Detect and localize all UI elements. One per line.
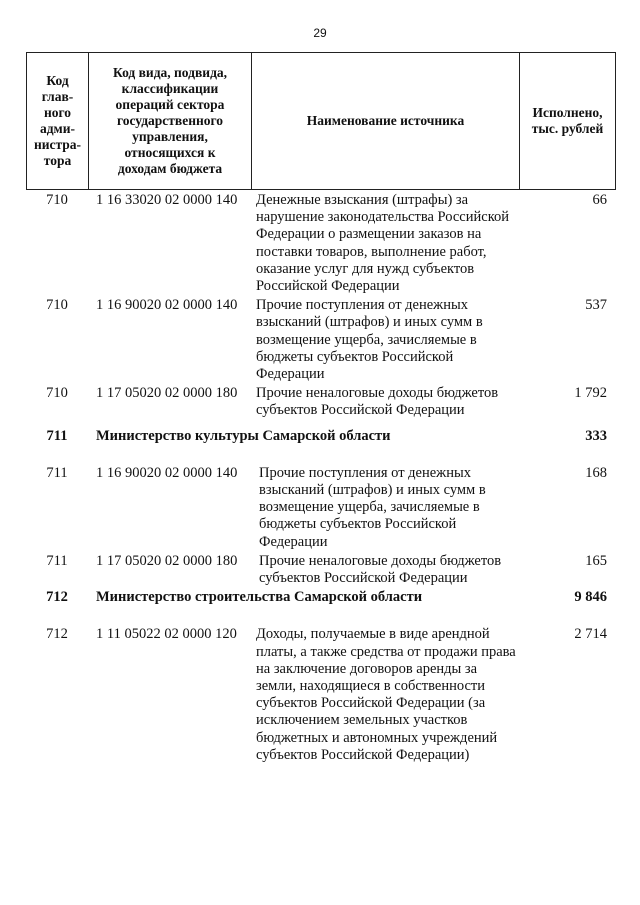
- classification-code: 1 16 90020 02 0000 140: [96, 297, 238, 314]
- section-row: [26, 589, 615, 606]
- admin-code: 710: [46, 192, 68, 208]
- classification-code: 1 11 05022 02 0000 120: [96, 626, 237, 643]
- amount: 66: [592, 192, 607, 208]
- admin-code: 712: [46, 589, 68, 606]
- table-body: [26, 192, 615, 764]
- header-source-name: Наименование источника: [252, 53, 520, 190]
- table-row: [26, 385, 615, 419]
- section-row: [26, 428, 615, 445]
- source-name: Прочие поступления от денежных взысканий (штрафов) и иных сумм в возмещение ущерба, зачисляемые в бюджеты субъектов Российской Федерации: [259, 464, 486, 550]
- admin-code: 711: [46, 552, 68, 569]
- table-row: [26, 626, 615, 764]
- amount: 9 846: [574, 589, 607, 606]
- amount: 168: [585, 464, 607, 481]
- classification-code: 1 16 90020 02 0000 140: [96, 464, 238, 481]
- source-name: Прочие неналоговые доходы бюджетов субъектов Российской Федерации: [256, 385, 499, 419]
- table-header: [26, 52, 616, 190]
- amount: 537: [585, 297, 607, 314]
- admin-code: 710: [46, 385, 68, 402]
- page-number: 29: [313, 26, 327, 40]
- source-name: Прочие поступления от денежных взысканий (штрафов) и иных сумм в возмещение ущерба, зачисляемые в бюджеты субъектов Российской Федерации: [256, 297, 483, 383]
- admin-code: 710: [46, 297, 68, 314]
- table-row: [26, 297, 615, 383]
- admin-code: 712: [46, 626, 68, 643]
- table-row: [26, 192, 615, 295]
- source-name: Прочие неналоговые доходы бюджетов субъектов Российской Федерации: [259, 552, 502, 587]
- ministry-name: Министерство строительства Самарской области: [96, 589, 423, 606]
- source-name: Доходы, получаемые в виде арендной платы, а также средства от продажи права на заключение договоров аренды за земли, находящиеся в собственности субъектов Российской Федерации (за исключением земельных участков бюджетных и автономных учреждений субъектов Российской Федерации): [256, 626, 516, 763]
- amount: 1 792: [574, 385, 607, 402]
- classification-code: 1 17 05020 02 0000 180: [96, 552, 238, 569]
- amount: 2 714: [574, 626, 607, 643]
- classification-code: 1 16 33020 02 0000 140: [96, 192, 238, 208]
- header-admin-code: Код глав- ного адми- нистра- тора: [27, 53, 89, 190]
- header-amount: Исполнено, тыс. рублей: [520, 53, 616, 190]
- amount: 165: [585, 552, 607, 569]
- classification-code: 1 17 05020 02 0000 180: [96, 385, 238, 402]
- admin-code: 711: [46, 427, 68, 444]
- header-classification-code: Код вида, подвида, классификации операций сектора государственного управления, относящихся к доходам бюджета: [89, 53, 252, 190]
- table-row: [26, 553, 615, 587]
- table-row: [26, 465, 615, 551]
- source-name: Денежные взыскания (штрафы) за нарушение законодательства Российской Федерации о размещении заказов на поставки товаров, выполнение работ, оказание услуг для нужд субъектов Российской Федерации: [256, 192, 510, 295]
- ministry-name: Министерство культуры Самарской области: [96, 427, 391, 444]
- admin-code: 711: [46, 464, 68, 481]
- amount: 333: [585, 427, 607, 444]
